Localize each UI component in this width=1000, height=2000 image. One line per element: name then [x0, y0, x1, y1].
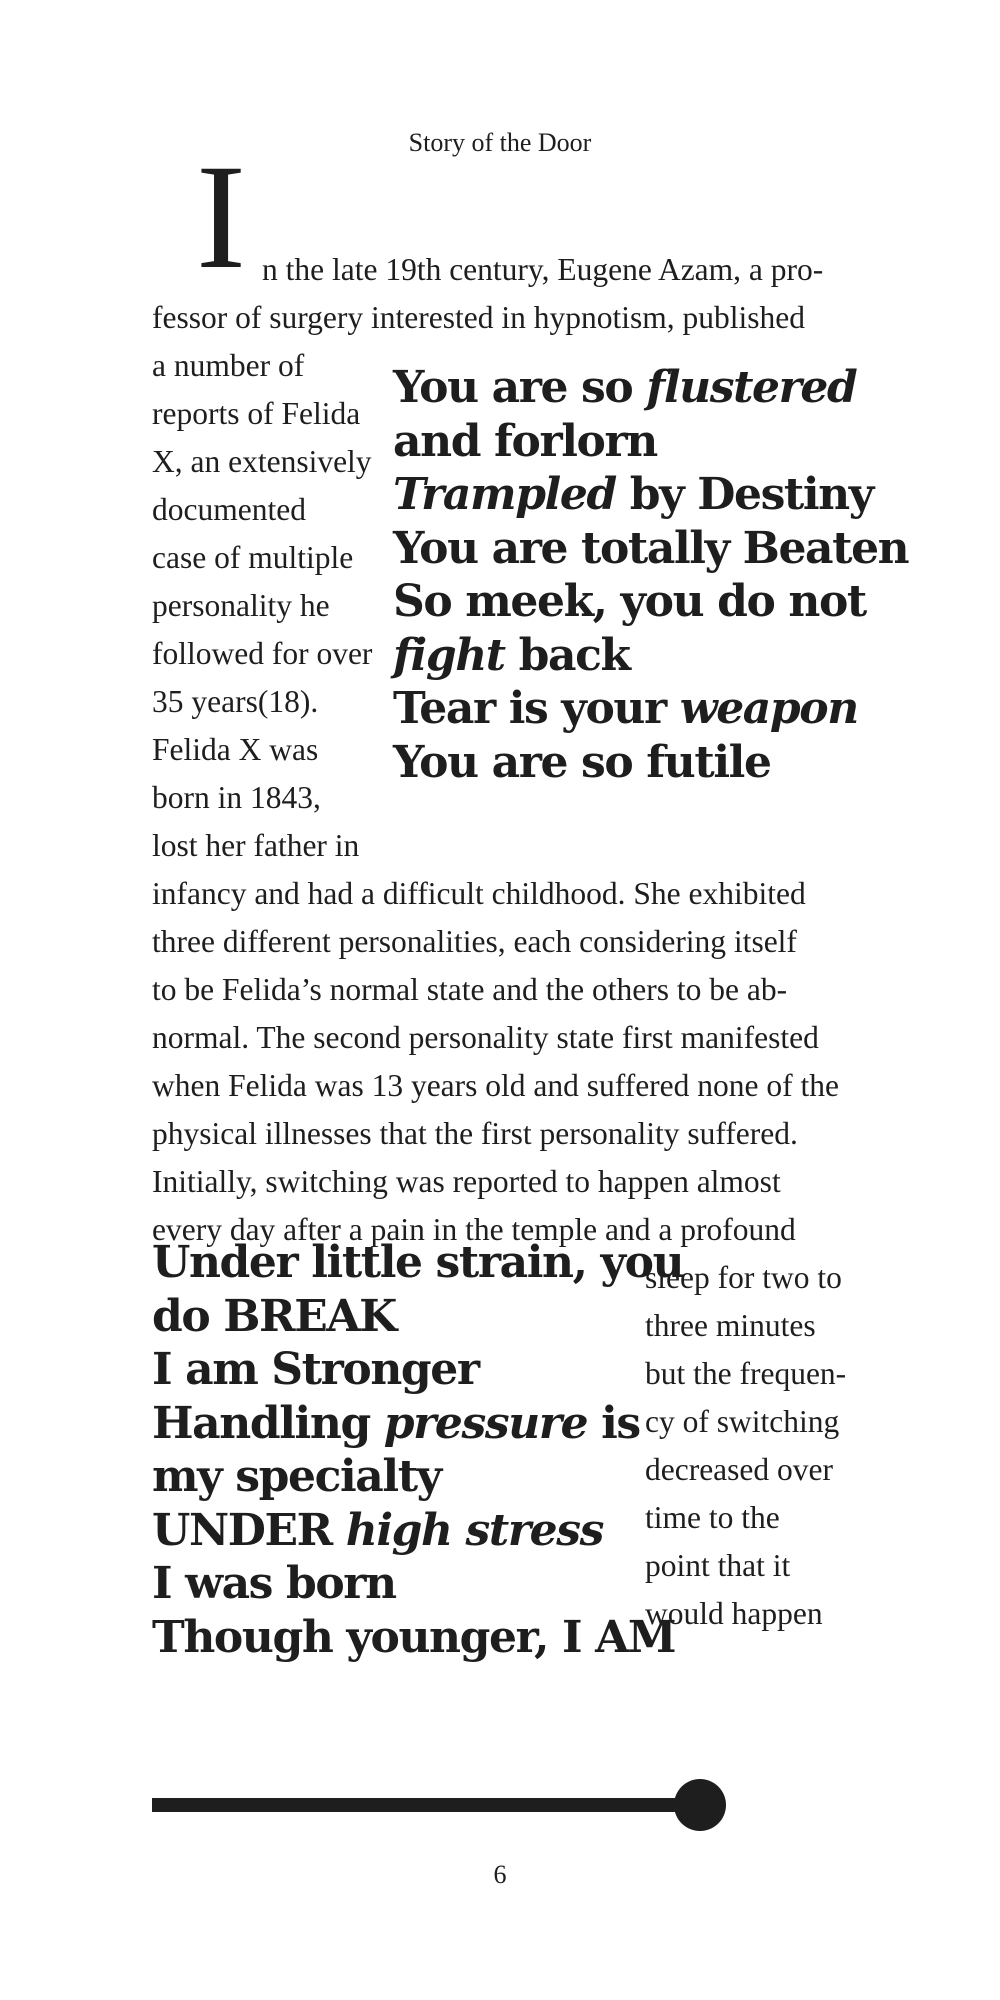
- body-line: personality he: [152, 588, 330, 623]
- body-line: time to the: [645, 1500, 780, 1535]
- poem-line: I am Stronger: [152, 1344, 479, 1395]
- running-header: Story of the Door: [408, 128, 592, 157]
- poem-line: Tear is your weapon: [393, 683, 858, 734]
- body-line: fessor of surgery interested in hypnotism, published: [152, 300, 805, 335]
- body-line: sleep for two to: [645, 1260, 842, 1295]
- body-line: normal. The second personality state first manifested: [152, 1020, 819, 1055]
- poem-line: fight back: [393, 629, 630, 681]
- poem-line: So meek, you do not: [393, 576, 866, 627]
- poem-line: my specialty: [152, 1451, 441, 1502]
- body-line: to be Felida’s normal state and the others to be ab-: [152, 972, 788, 1007]
- body-line: lost her father in: [152, 828, 360, 863]
- body-line: Initially, switching was reported to happen almost: [152, 1164, 781, 1199]
- drop-cap: I: [196, 134, 246, 300]
- body-line: case of multiple: [152, 540, 354, 575]
- body-line: documented: [152, 492, 306, 527]
- divider-dot: [674, 1779, 726, 1831]
- poem-line: Trampled by Destiny: [393, 469, 873, 520]
- pull-quote-poem-lower: [152, 1236, 683, 1664]
- page-number: 6: [493, 1860, 507, 1889]
- body-line: decreased over: [645, 1452, 834, 1487]
- body-line: infancy and had a difficult childhood. She exhibited: [152, 876, 806, 911]
- poem-line: UNDER high stress: [152, 1504, 603, 1556]
- body-line: n the late 19th century, Eugene Azam, a pro-: [262, 252, 824, 287]
- body-line: point that it: [645, 1548, 791, 1583]
- body-line: when Felida was 13 years old and suffered none of the: [152, 1068, 839, 1103]
- body-line: three different personalities, each considering itself: [152, 924, 797, 959]
- body-line: a number of: [152, 348, 305, 383]
- body-line: reports of Felida: [152, 396, 361, 431]
- poem-line: Though younger, I AM: [152, 1611, 676, 1663]
- body-line: three minutes: [645, 1308, 816, 1343]
- poem-line: You are totally Beaten: [393, 522, 909, 574]
- body-line: 35 years(18).: [152, 684, 319, 719]
- body-line: every day after a pain in the temple and a profound: [152, 1212, 796, 1247]
- body-line: X, an extensively: [152, 444, 372, 479]
- poem-line: Under little strain, you: [152, 1237, 684, 1288]
- poem-line: I was born: [152, 1558, 396, 1609]
- pull-quote-poem-upper: [393, 361, 908, 789]
- body-line: Felida X was: [152, 732, 319, 767]
- body-line: followed for over: [152, 636, 373, 671]
- poem-line: do BREAK: [152, 1290, 396, 1342]
- body-line: cy of switching: [645, 1404, 840, 1439]
- poem-line: You are so flustered: [393, 362, 857, 413]
- body-line: but the frequen-: [645, 1356, 847, 1391]
- divider-bar: [152, 1798, 712, 1812]
- poem-line: You are so futile: [393, 736, 771, 788]
- body-line: would happen: [645, 1596, 823, 1631]
- body-line: physical illnesses that the first personality suffered.: [152, 1116, 798, 1151]
- poem-line: Handling pressure is: [152, 1397, 640, 1449]
- poem-line: and forlorn: [393, 415, 657, 467]
- body-line: born in 1843,: [152, 780, 321, 815]
